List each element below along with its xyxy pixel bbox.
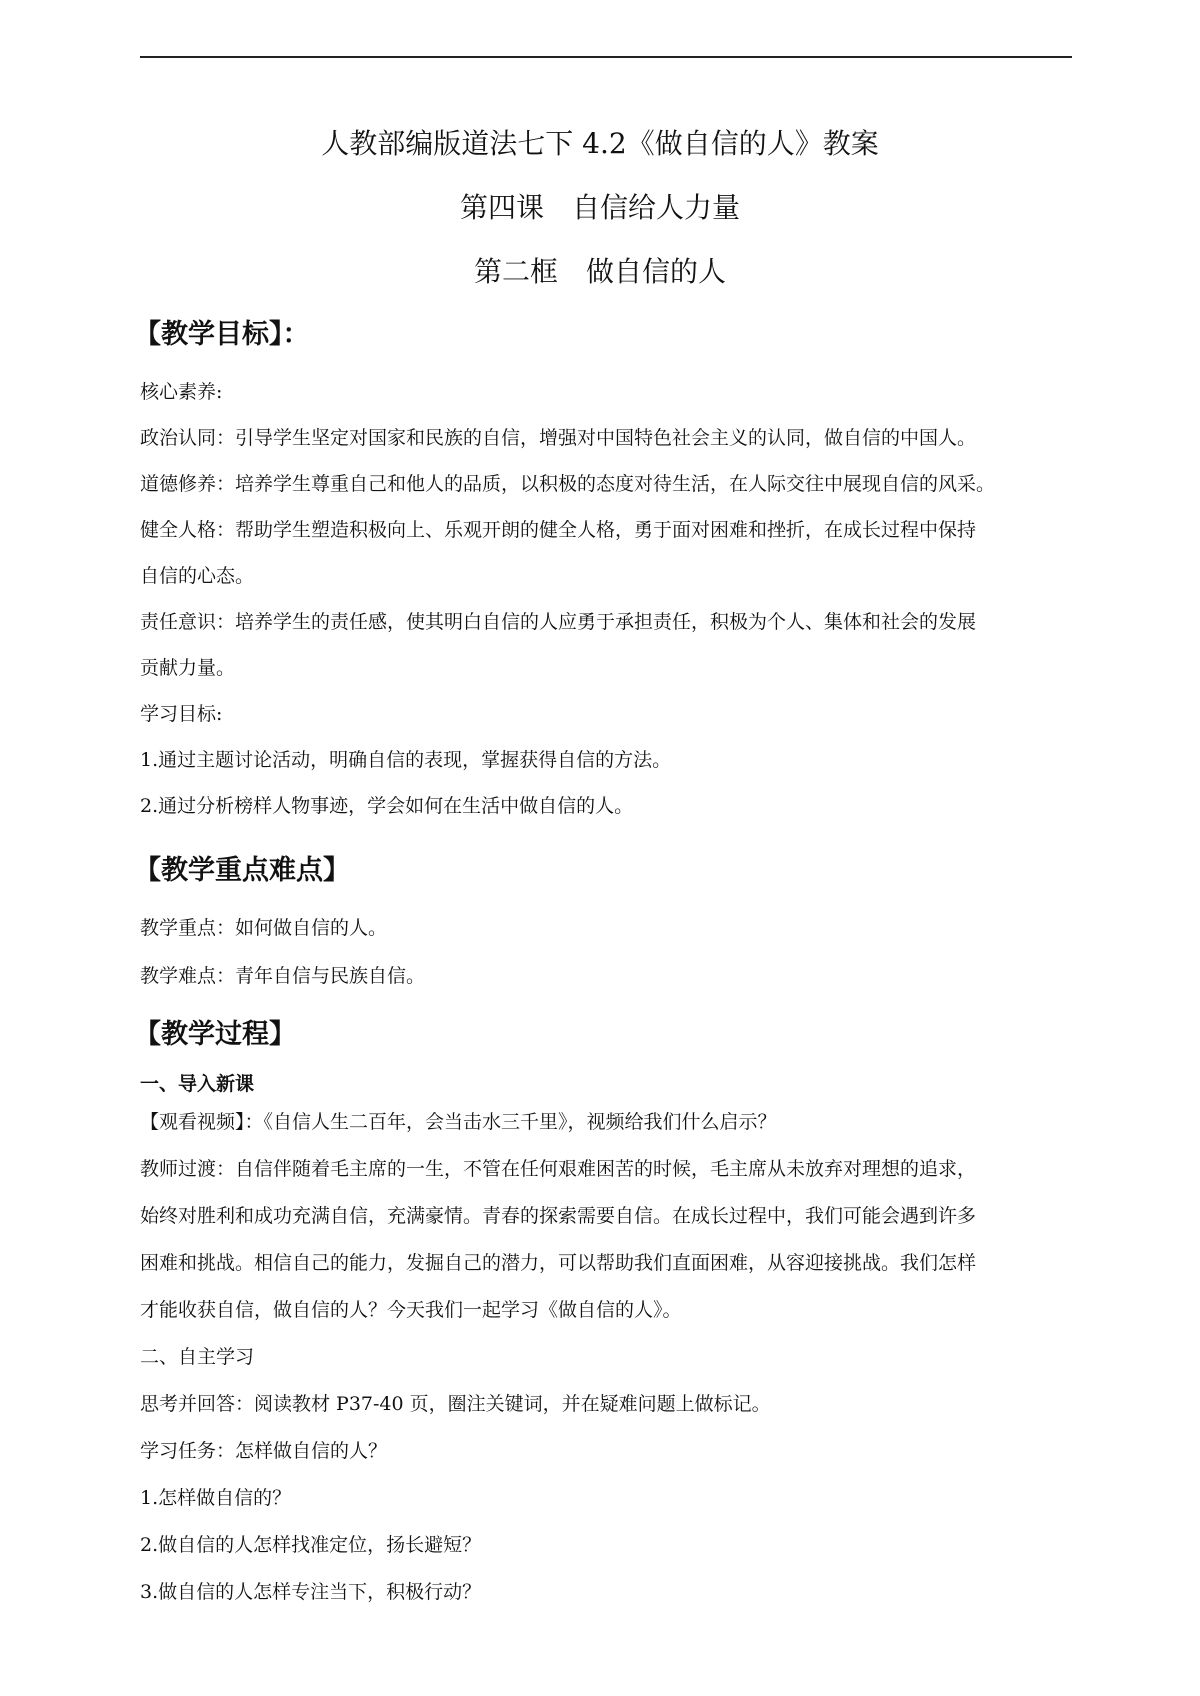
part1-title: 一、导入新课	[140, 1073, 255, 1095]
transition-line3: 困难和挑战。相信自己的能力，发掘自己的潜力，可以帮助我们直面困难，从容迎接挑战。我们怎样	[140, 1252, 977, 1274]
personality-goal-line2: 自信的心态。	[140, 565, 255, 587]
transition-line2: 始终对胜利和成功充满自信，充满豪情。青春的探索需要自信。在成长过程中，我们可能会遇到许多	[140, 1205, 977, 1227]
question-1: 1.怎样做自信的？	[140, 1487, 292, 1509]
teaching-focus: 教学重点：如何做自信的人。	[140, 917, 388, 939]
teaching-difficulty: 教学难点：青年自信与民族自信。	[140, 965, 426, 987]
political-goal: 政治认同：引导学生坚定对国家和民族的自信，增强对中国特色社会主义的认同，做自信的中国人。	[140, 427, 977, 449]
part2-title: 二、自主学习	[140, 1346, 255, 1368]
responsibility-goal-line2: 贡献力量。	[140, 657, 236, 679]
section-title: 第二框 做自信的人	[473, 255, 726, 288]
header-rule	[140, 56, 1072, 58]
video-prompt: 【观看视频】：《自信人生二百年，会当击水三千里》，视频给我们什么启示？	[140, 1111, 777, 1133]
transition-line1: 教师过渡：自信伴随着毛主席的一生，不管在任何艰难困苦的时候，毛主席从未放弃对理想的追求，	[140, 1158, 977, 1180]
learning-goals-label: 学习目标:	[140, 703, 223, 725]
responsibility-goal-line1: 责任意识：培养学生的责任感，使其明白自信的人应勇于承担责任，积极为个人、集体和社会的发展	[140, 611, 977, 633]
question-2: 2.做自信的人怎样找准定位，扬长避短？	[140, 1534, 482, 1556]
question-3: 3.做自信的人怎样专注当下，积极行动？	[140, 1581, 482, 1603]
process-heading: 【教学过程】	[134, 1019, 296, 1050]
core-literacy-label: 核心素养:	[140, 381, 223, 403]
goals-heading: 【教学目标】：	[134, 319, 310, 350]
personality-goal-line1: 健全人格：帮助学生塑造积极向上、乐观开朗的健全人格，勇于面对困难和挫折，在成长过程中保持	[140, 519, 977, 541]
learning-task: 学习任务：怎样做自信的人？	[140, 1440, 388, 1462]
learning-goal-2: 2.通过分析榜样人物事迹，学会如何在生活中做自信的人。	[140, 795, 634, 817]
transition-line4: 才能收获自信，做自信的人？今天我们一起学习《做自信的人》。	[140, 1299, 682, 1321]
key-points-heading: 【教学重点难点】	[134, 855, 350, 886]
learning-goal-1: 1.通过主题讨论活动，明确自信的表现，掌握获得自信的方法。	[140, 749, 672, 771]
moral-goal: 道德修养：培养学生尊重自己和他人的品质，以积极的态度对待生活，在人际交往中展现自信的风采。	[140, 473, 996, 495]
document-title: 人教部编版道法七下 4.2《做自信的人》教案	[321, 127, 879, 160]
think-instruction: 思考并回答：阅读教材 P37-40 页，圈注关键词，并在疑难问题上做标记。	[140, 1393, 771, 1415]
lesson-title: 第四课 自信给人力量	[459, 191, 740, 224]
